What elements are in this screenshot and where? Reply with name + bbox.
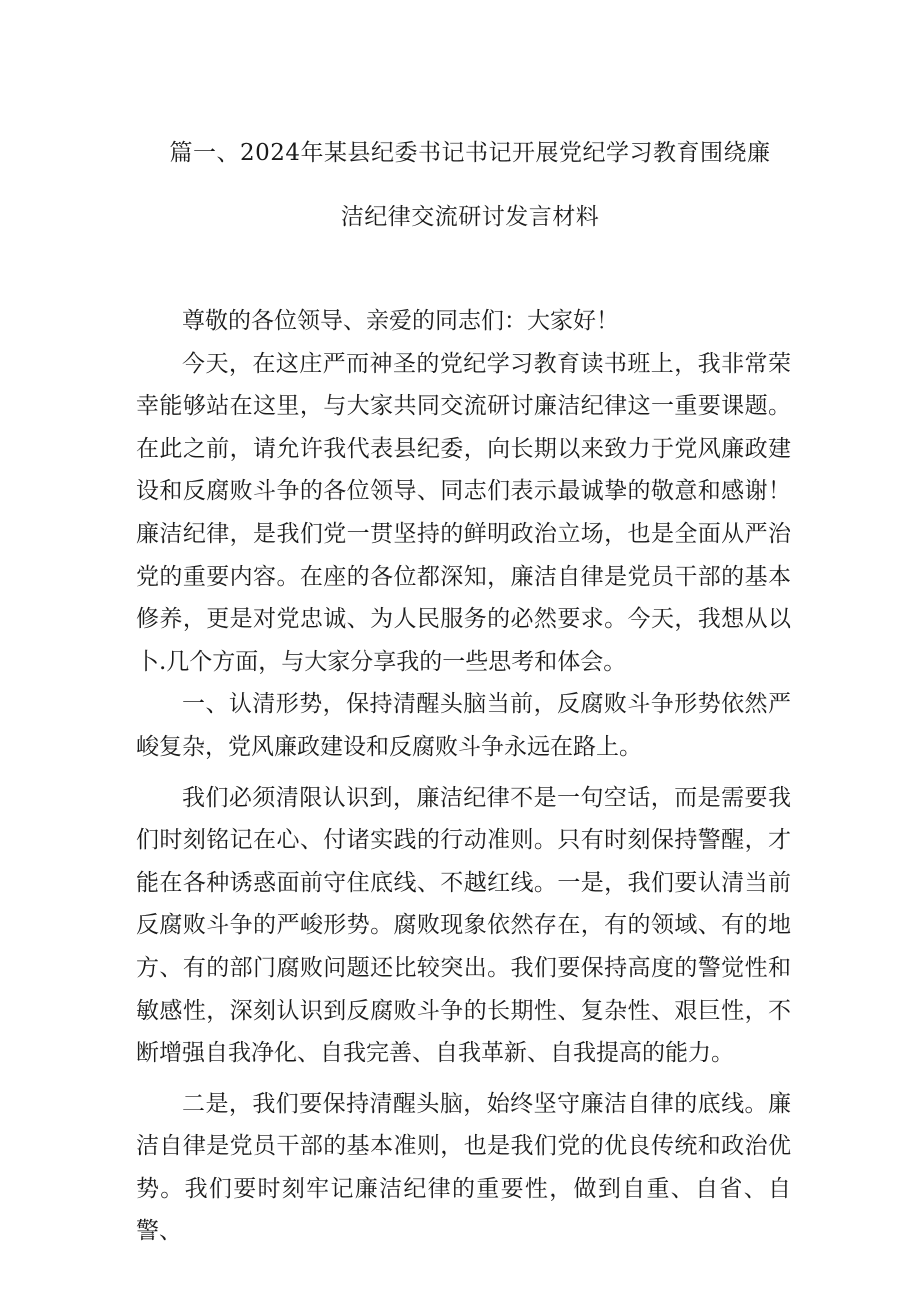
- document-title-line-2: 洁纪律交流研讨发言材料: [340, 204, 600, 230]
- paragraph-point-two: 二是，我们要保持清醒头脑，始终坚守廉洁自律的底线。廉洁自律是党员干部的基本准则，也是我们党的优良传统和政治优势。我们要时刻牢记廉洁纪律的重要性，做到自重、自省、自警、: [136, 1090, 791, 1245]
- document-title-line-1: 篇一、2024年某县纪委书记书记开展党纪学习教育围绕廉: [169, 140, 771, 166]
- document-body: [136, 300, 791, 1253]
- paragraph-intro: 今天，在这庄严而神圣的党纪学习教育读书班上，我非常荣幸能够站在这里，与大家共同交流研讨廉洁纪律这一重要课题。在此之前，请允许我代表县纪委，向长期以来致力于党风廉政建设和反腐败斗争的各位领导、同志们表示最诚挚的敬意和感谢！廉洁纪律，是我们党一贯坚持的鲜明政治立场，也是全面从严治党的重要内容。在座的各位都深知，廉洁自律是党员干部的基本修养，更是对党忠诚、为人民服务的必然要求。今天，我想从以卜.几个方面，与大家分享我的一些思考和体会。: [136, 350, 791, 675]
- paragraph-greeting: 尊敬的各位领导、亲爱的同志们：大家好！: [182, 308, 619, 334]
- paragraph-section-one: 一、认清形势，保持清醒头脑当前，反腐败斗争形势依然严峻复杂，党风廉政建设和反腐败斗争永远在路上。: [136, 691, 791, 760]
- paragraph-point-one: 我们必须清限认识到，廉洁纪律不是一句空话，而是需要我们时刻铭记在心、付诸实践的行动准则。只有时刻保持警醒，才能在各种诱惑面前守住底线、不越红线。一是，我们要认清当前反腐败斗争的严峻形势。腐败现象依然存在，有的领域、有的地方、有的部门腐败问题还比较突出。我们要保持高度的警觉性和敏感性，深刻认识到反腐败斗争的长期性、复杂性、艰巨性，不断增强自我净化、自我完善、自我革新、自我提高的能力。: [136, 784, 791, 1067]
